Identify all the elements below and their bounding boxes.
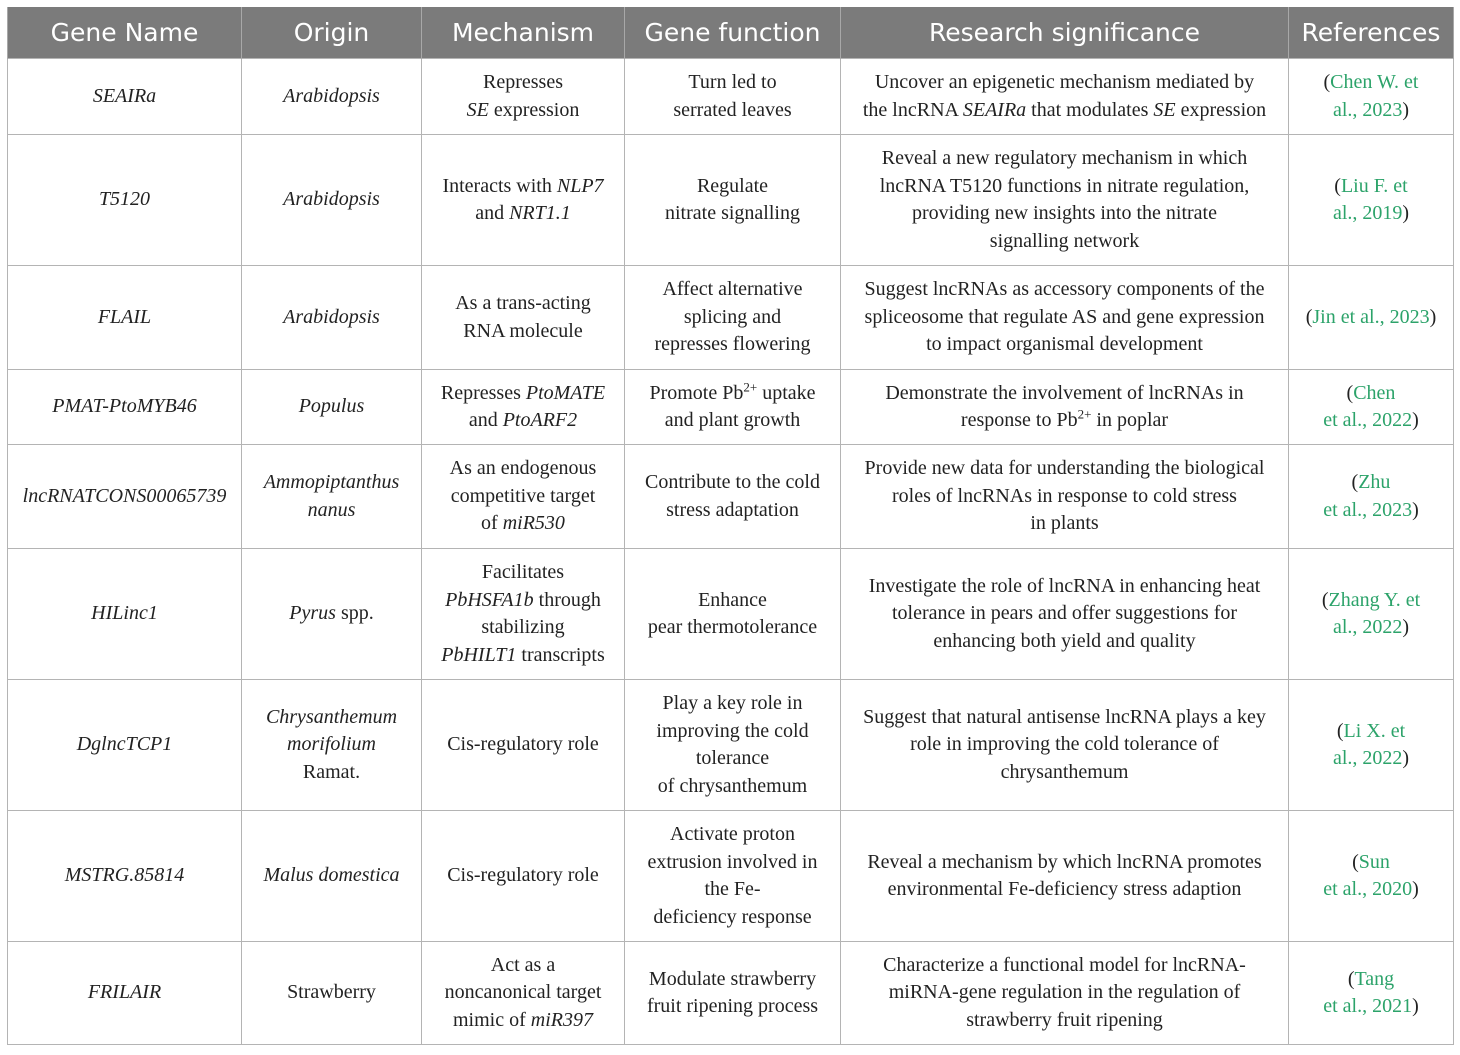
text-line: spliceosome that regulate AS and gene expression bbox=[864, 305, 1265, 328]
text-line: RNA molecule bbox=[463, 319, 583, 342]
reference-link[interactable]: et al., 2022 bbox=[1323, 409, 1413, 431]
reference-link[interactable]: Jin et al., 2023 bbox=[1312, 305, 1430, 328]
text-line: mimic of bbox=[453, 1008, 526, 1031]
superscript: 2+ bbox=[1077, 406, 1092, 422]
origin-cell bbox=[242, 549, 422, 680]
text-line: of bbox=[481, 512, 498, 535]
text-line: roles of lncRNAs in response to cold stress bbox=[892, 484, 1237, 507]
significance-cell bbox=[841, 59, 1289, 135]
text-line: transcripts bbox=[521, 643, 605, 666]
header-row bbox=[8, 7, 1454, 59]
reference-cell bbox=[1289, 370, 1454, 445]
text-line: miRNA-gene regulation in the regulation of bbox=[888, 981, 1241, 1004]
text-line: and bbox=[475, 202, 505, 224]
origin-cell: Arabidopsis bbox=[242, 266, 422, 370]
table-row bbox=[8, 266, 1454, 370]
function-cell bbox=[625, 135, 841, 266]
text-line: uptake bbox=[762, 381, 816, 404]
text-line: through bbox=[538, 588, 601, 611]
text-line: stabilizing bbox=[481, 616, 565, 638]
reference-link[interactable]: al., 2019 bbox=[1332, 202, 1403, 224]
text-line: morifolium bbox=[287, 733, 376, 756]
reference-link[interactable]: al., 2022 bbox=[1332, 616, 1403, 638]
text-line: Ramat. bbox=[302, 760, 361, 783]
mechanism-cell bbox=[422, 135, 625, 266]
text-line: Ammopiptanthus bbox=[263, 471, 400, 493]
text-line: environmental Fe-deficiency stress adaption bbox=[887, 878, 1242, 900]
gene-name-cell: SEAIRa bbox=[8, 59, 242, 135]
close-paren: ) bbox=[1412, 409, 1419, 431]
gene-name-cell: T5120 bbox=[8, 135, 242, 266]
reference-cell bbox=[1289, 680, 1454, 811]
gene-name-cell: lncRNATCONS00065739 bbox=[8, 445, 242, 549]
header-research-significance: Research significance bbox=[841, 7, 1289, 59]
header-mechanism: Mechanism bbox=[422, 7, 625, 59]
open-paren: ( bbox=[1305, 305, 1313, 328]
origin-cell: Malus domestica bbox=[242, 811, 422, 942]
text-line: Provide new data for understanding the biological bbox=[864, 457, 1265, 480]
text-line: the lncRNA bbox=[862, 98, 958, 121]
text-line: serrated leaves bbox=[673, 98, 792, 121]
gene-term: miR397 bbox=[530, 1008, 593, 1031]
text-line: improving the cold bbox=[656, 719, 809, 742]
mechanism-cell bbox=[422, 59, 625, 135]
text-line: Facilitates bbox=[481, 561, 565, 583]
text-line: Characterize a functional model for lncRNA- bbox=[883, 953, 1246, 976]
close-paren: ) bbox=[1412, 498, 1419, 521]
close-paren: ) bbox=[1412, 995, 1419, 1017]
text-line: Contribute to the cold bbox=[645, 471, 820, 493]
open-paren: ( bbox=[1321, 588, 1329, 611]
reference-link[interactable]: Tang bbox=[1354, 967, 1395, 990]
reference-link[interactable]: Chen bbox=[1353, 381, 1396, 404]
text-line: represses flowering bbox=[654, 333, 811, 356]
mechanism-cell: Cis-regulatory role bbox=[422, 811, 625, 942]
function-cell bbox=[625, 370, 841, 445]
gene-term: SE bbox=[1153, 98, 1176, 121]
gene-name-cell: PMAT-PtoMYB46 bbox=[8, 370, 242, 445]
text-line: the Fe- bbox=[704, 878, 761, 900]
text-line: enhancing both yield and quality bbox=[933, 629, 1196, 652]
header-gene-function: Gene function bbox=[625, 7, 841, 59]
gene-name-cell: FRILAIR bbox=[8, 942, 242, 1045]
text-line: tolerance in pears and offer suggestions for bbox=[891, 602, 1238, 625]
close-paren: ) bbox=[1402, 747, 1410, 769]
reference-cell bbox=[1289, 445, 1454, 549]
text-line: Investigate the role of lncRNA in enhancing heat bbox=[868, 574, 1261, 597]
text-line: chrysanthemum bbox=[1000, 760, 1129, 783]
text-line: Turn led to bbox=[688, 71, 777, 93]
text-line: stress adaptation bbox=[666, 498, 799, 521]
text-line: and plant growth bbox=[664, 409, 801, 431]
reference-link[interactable]: Zhang Y. et bbox=[1328, 588, 1421, 611]
gene-term: SE bbox=[466, 98, 489, 121]
reference-link[interactable]: al., 2022 bbox=[1332, 747, 1403, 769]
reference-link[interactable]: Liu F. et bbox=[1340, 174, 1408, 197]
close-paren: ) bbox=[1412, 878, 1419, 900]
reference-link[interactable]: Sun bbox=[1358, 850, 1390, 873]
text-line: pear thermotolerance bbox=[647, 616, 818, 638]
text-line: that modulates bbox=[1031, 98, 1149, 121]
text-line: Chrysanthemum bbox=[265, 705, 398, 728]
open-paren: ( bbox=[1334, 174, 1341, 197]
reference-cell bbox=[1289, 549, 1454, 680]
function-cell bbox=[625, 59, 841, 135]
text-line: extrusion involved in bbox=[647, 850, 818, 873]
text-line: providing new insights into the nitrate bbox=[912, 202, 1217, 224]
mechanism-cell bbox=[422, 549, 625, 680]
close-paren: ) bbox=[1402, 202, 1410, 224]
table-row bbox=[8, 370, 1454, 445]
reference-cell bbox=[1289, 942, 1454, 1045]
text-line: tolerance bbox=[695, 747, 770, 769]
text-line: competitive target bbox=[450, 484, 596, 507]
text-line: lncRNA T5120 functions in nitrate regulation, bbox=[879, 174, 1250, 197]
gene-term: miR530 bbox=[502, 512, 565, 535]
text-line: Uncover an epigenetic mechanism mediated by bbox=[874, 71, 1255, 93]
text-line: Activate proton bbox=[670, 823, 795, 845]
open-paren: ( bbox=[1336, 719, 1344, 742]
text-line: splicing and bbox=[683, 305, 782, 328]
significance-cell bbox=[841, 135, 1289, 266]
superscript: 2+ bbox=[743, 378, 758, 394]
gene-term: SEAIRa bbox=[962, 98, 1027, 121]
function-cell bbox=[625, 942, 841, 1045]
text-line: of chrysanthemum bbox=[657, 774, 808, 797]
function-cell bbox=[625, 549, 841, 680]
reference-link[interactable]: Li X. et bbox=[1343, 719, 1406, 742]
origin-cell: Strawberry bbox=[242, 942, 422, 1045]
significance-cell bbox=[841, 811, 1289, 942]
text-line: expression bbox=[1180, 98, 1267, 121]
text-line: nanus bbox=[307, 498, 356, 521]
table-row bbox=[8, 445, 1454, 549]
gene-name-cell: FLAIL bbox=[8, 266, 242, 370]
mechanism-cell bbox=[422, 370, 625, 445]
gene-term: PbHILT1 bbox=[441, 643, 517, 666]
reference-link[interactable]: al., 2023 bbox=[1332, 98, 1403, 121]
table-container bbox=[7, 7, 1453, 1045]
mechanism-cell: Cis-regulatory role bbox=[422, 680, 625, 811]
open-paren: ( bbox=[1352, 850, 1359, 873]
reference-link[interactable]: et al., 2023 bbox=[1323, 498, 1413, 521]
function-cell bbox=[625, 680, 841, 811]
origin-cell bbox=[242, 680, 422, 811]
text-line: strawberry fruit ripening bbox=[966, 1008, 1163, 1031]
text-line: in plants bbox=[1030, 512, 1099, 535]
function-cell bbox=[625, 811, 841, 942]
gene-term: NLP7 bbox=[556, 174, 604, 197]
significance-cell bbox=[841, 266, 1289, 370]
text-line: Suggest that natural antisense lncRNA plays a key bbox=[863, 705, 1266, 728]
gene-term: PtoARF2 bbox=[502, 409, 578, 431]
open-paren: ( bbox=[1347, 967, 1355, 990]
reference-link[interactable]: et al., 2021 bbox=[1323, 995, 1413, 1017]
significance-cell bbox=[841, 549, 1289, 680]
text-line: Reveal a new regulatory mechanism in which bbox=[881, 147, 1248, 169]
text-line: Represses bbox=[440, 381, 521, 404]
function-cell bbox=[625, 445, 841, 549]
text-line: Act as a bbox=[490, 953, 556, 976]
reference-cell bbox=[1289, 811, 1454, 942]
mechanism-cell bbox=[422, 942, 625, 1045]
text-line: Demonstrate the involvement of lncRNAs in bbox=[885, 381, 1244, 404]
reference-cell bbox=[1289, 135, 1454, 266]
text-line: As an endogenous bbox=[449, 457, 597, 480]
reference-link[interactable]: Chen W. et bbox=[1330, 71, 1419, 93]
gene-term: PbHSFA1b bbox=[445, 588, 534, 611]
text-line: signalling network bbox=[989, 229, 1140, 252]
text-line: expression bbox=[493, 98, 580, 121]
gene-term: PtoMATE bbox=[525, 381, 606, 404]
mechanism-cell bbox=[422, 445, 625, 549]
text-line: Modulate strawberry bbox=[648, 967, 817, 990]
origin-cell bbox=[242, 445, 422, 549]
table-row bbox=[8, 549, 1454, 680]
reference-link[interactable]: et al., 2020 bbox=[1323, 878, 1413, 900]
table-row bbox=[8, 942, 1454, 1045]
significance-cell bbox=[841, 680, 1289, 811]
text-line: Interacts with bbox=[442, 174, 552, 197]
text-line: response to Pb bbox=[960, 409, 1078, 431]
header-gene-name: Gene Name bbox=[8, 7, 242, 59]
open-paren: ( bbox=[1351, 471, 1359, 493]
text-line: spp. bbox=[340, 602, 374, 625]
text-line: noncanonical target bbox=[444, 981, 602, 1004]
gene-name-cell: HILinc1 bbox=[8, 549, 242, 680]
text-line: and bbox=[468, 409, 498, 431]
text-line: Reveal a mechanism by which lncRNA promotes bbox=[867, 850, 1262, 873]
text-line: Represses bbox=[483, 71, 563, 93]
significance-cell bbox=[841, 942, 1289, 1045]
table-row bbox=[8, 59, 1454, 135]
text-line: Regulate bbox=[696, 174, 769, 197]
table-row bbox=[8, 135, 1454, 266]
table-row bbox=[8, 811, 1454, 942]
close-paren: ) bbox=[1429, 305, 1437, 328]
text-line: Enhance bbox=[698, 588, 767, 611]
text-line: Play a key role in bbox=[662, 692, 803, 714]
gene-term: NRT1.1 bbox=[509, 202, 571, 224]
origin-cell: Arabidopsis bbox=[242, 59, 422, 135]
close-paren: ) bbox=[1402, 98, 1410, 121]
open-paren: ( bbox=[1323, 71, 1331, 93]
significance-cell bbox=[841, 445, 1289, 549]
reference-cell bbox=[1289, 59, 1454, 135]
significance-cell bbox=[841, 370, 1289, 445]
table-row bbox=[8, 680, 1454, 811]
text-line: Promote Pb bbox=[649, 381, 744, 404]
text-line: Suggest lncRNAs as accessory components of the bbox=[864, 278, 1265, 301]
lncrna-table bbox=[7, 7, 1454, 1045]
origin-cell: Populus bbox=[242, 370, 422, 445]
reference-link[interactable]: Zhu bbox=[1358, 471, 1391, 493]
text-line: fruit ripening process bbox=[646, 995, 819, 1017]
text-line: deficiency response bbox=[653, 905, 812, 928]
open-paren: ( bbox=[1346, 381, 1354, 404]
text-line: role in improving the cold tolerance of bbox=[910, 733, 1219, 756]
text-line: nitrate signalling bbox=[665, 202, 800, 224]
gene-name-cell: MSTRG.85814 bbox=[8, 811, 242, 942]
text-line: to impact organismal development bbox=[926, 333, 1203, 356]
origin-cell: Arabidopsis bbox=[242, 135, 422, 266]
text-line: Affect alternative bbox=[662, 278, 803, 301]
close-paren: ) bbox=[1402, 616, 1410, 638]
mechanism-cell bbox=[422, 266, 625, 370]
function-cell bbox=[625, 266, 841, 370]
text-line: As a trans-acting bbox=[455, 292, 591, 314]
text-line: in poplar bbox=[1096, 409, 1169, 431]
gene-name-cell: DglncTCP1 bbox=[8, 680, 242, 811]
text-line: Pyrus bbox=[289, 602, 336, 625]
reference-cell bbox=[1289, 266, 1454, 370]
header-origin: Origin bbox=[242, 7, 422, 59]
header-references: References bbox=[1289, 7, 1454, 59]
